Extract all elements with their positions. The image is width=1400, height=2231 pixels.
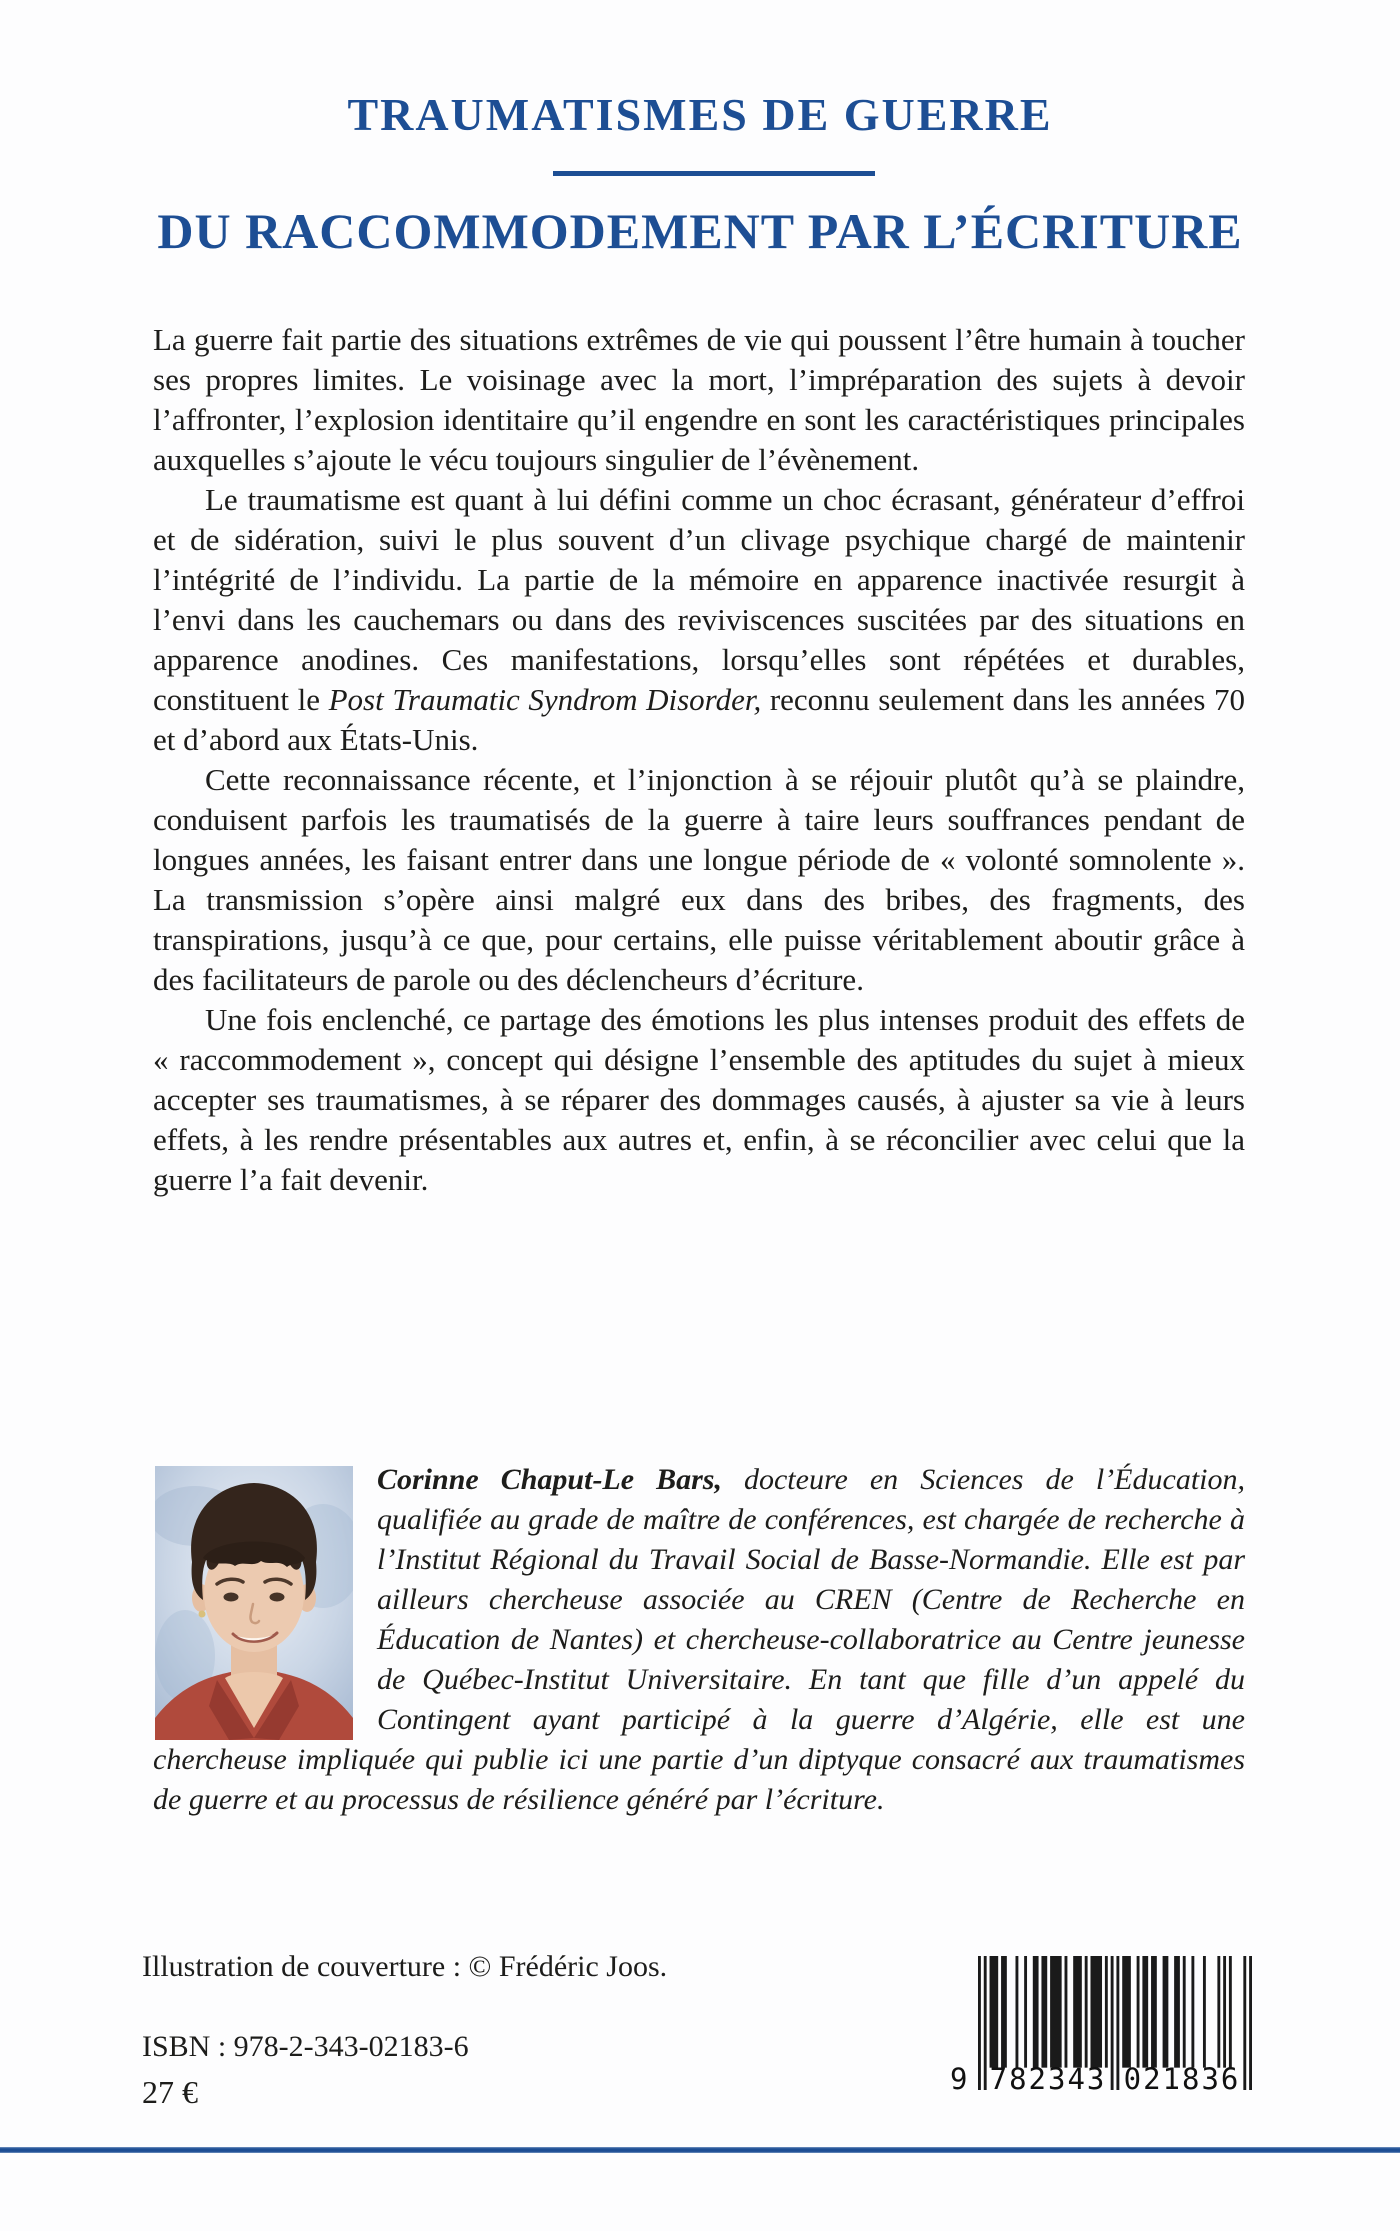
ptsd-term: Post Traumatic Syndrom Disorder, — [328, 682, 762, 717]
synopsis-paragraph-1: La guerre fait partie des situations extrêmes de vie qui poussent l’être humain à toucher ses propres limites. Le voisinage avec la mort, l’impréparation des sujets à devoir l’affronter, l’explosion identitaire qu’il engendre en sont les caractéristiques principales auxquelles s’ajoute le vécu toujours singulier de l’évènement. — [153, 322, 1245, 477]
book-title: TRAUMATISMES DE GUERRE — [347, 89, 1053, 140]
author-photo — [155, 1466, 353, 1740]
title-divider — [553, 171, 875, 176]
synopsis-paragraph-2-text-end: reconnu seulement dans les années 70 et d’abord aux États-Unis. — [153, 682, 1245, 757]
book-subtitle: DU RACCOMMODEMENT PAR L’ÉCRITURE — [157, 203, 1243, 259]
barcode-digit-group-1: 9 — [950, 2062, 968, 2096]
synopsis — [153, 320, 1245, 1200]
synopsis-paragraph-3: Cette reconnaissance récente, et l’injonction à se réjouir plutôt qu’à se plaindre, conduisent parfois les traumatisés de la guerre à taire leurs souffrances pendant de longues années, les faisant entrer dans une longue période de « volonté somnolente ». La transmission s’opère ainsi malgré eux dans des bribes, des fragments, des transpirations, jusqu’à ce que, pour certains, elle puisse véritablement aboutir grâce à des facilitateurs de parole ou des déclencheurs d’écriture. — [153, 762, 1245, 997]
author-bio-text: docteure en Sciences de l’Éducation, qualifiée au grade de maître de conférences, est chargée de recherche à l’Institut Régional du Travail Social de Basse-Normandie. Elle est par ailleurs chercheuse associée au CREN (Centre de Recherche en Éducation de Nantes) et chercheuse-collaboratrice au Centre jeunesse de Québec-Institut Universitaire. En tant que fille d’un appelé du Contingent ayant participé à la guerre d’Algérie, elle est une chercheuse impliquée qui publie ici une partie d’un diptyque consacré aux traumatismes de guerre et au processus de résilience généré par l’écriture. — [153, 1463, 1245, 1816]
price: 27 € — [142, 2074, 198, 2110]
author-name: Corinne Chaput-Le Bars, — [377, 1463, 722, 1496]
isbn: ISBN : 978-2-343-02183-6 — [142, 2030, 469, 2063]
author-bio — [153, 1460, 1245, 1820]
synopsis-paragraph-4: Une fois enclenché, ce partage des émotions les plus intenses produit des effets de « raccommodement », concept qui désigne l’ensemble des aptitudes du sujet à mieux accepter ses traumatismes, à se réparer des dommages causés, à ajuster sa vie à leurs effets, à les rendre présentables aux autres et, enfin, à se réconcilier avec celui que la guerre l’a fait devenir. — [153, 1002, 1245, 1197]
synopsis-paragraph-2-text: Le traumatisme est quant à lui défini comme un choc écrasant, générateur d’effroi et de sidération, suivi le plus souvent d’un clivage psychique chargé de maintenir l’intégrité de l’individu. La partie de la mémoire en apparence inactivée resurgit à l’envi dans les cauchemars ou dans des reviviscences suscitées par des situations en apparence anodines. Ces manifestations, lorsqu’elles sont répétées et durables, constituent le — [153, 482, 1245, 717]
barcode-digit-group-3: 021836 — [1123, 2062, 1241, 2096]
bottom-blue-line — [0, 2147, 1400, 2153]
cover-illustration-credit: Illustration de couverture : © Frédéric Joos. — [142, 1950, 668, 1983]
barcode — [950, 1956, 1252, 2114]
barcode-digit-group-2: 782343 — [989, 2062, 1107, 2096]
synopsis-paragraph-2 — [153, 480, 1245, 760]
